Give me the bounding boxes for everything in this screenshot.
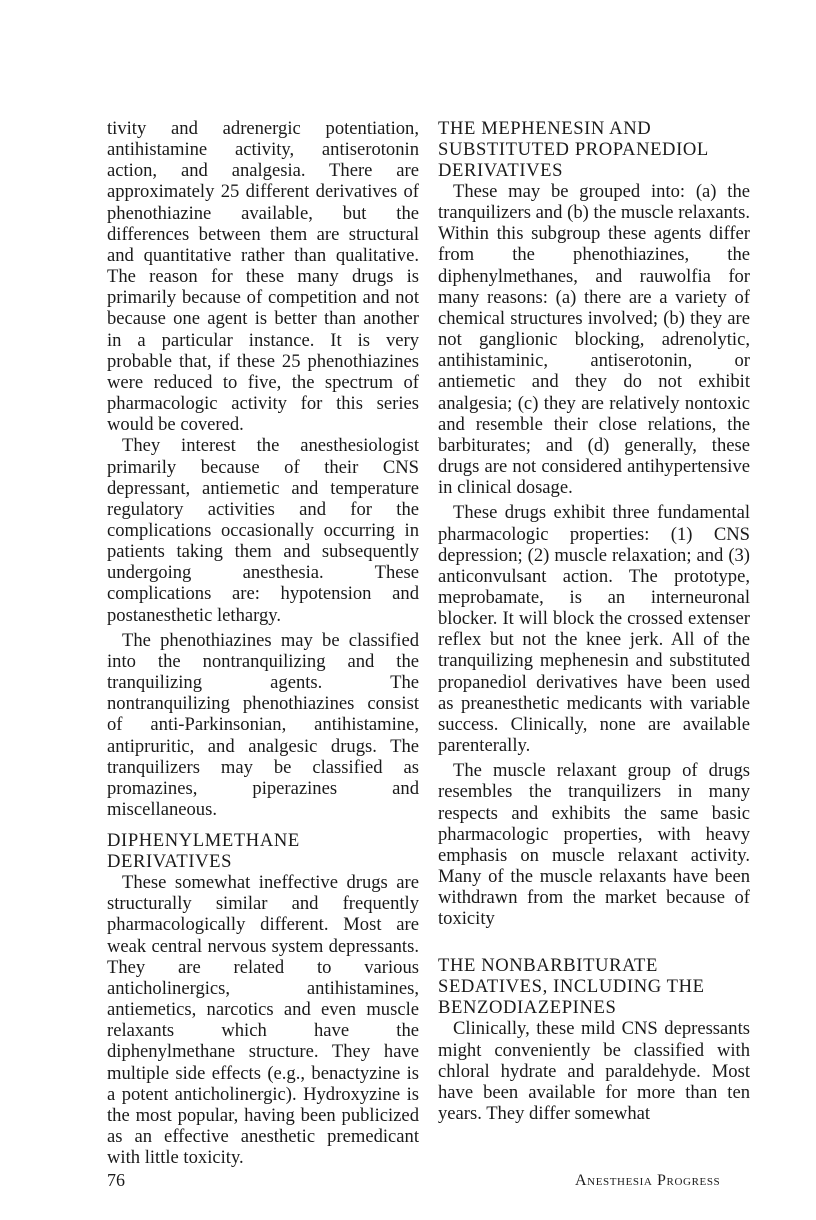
paragraph: Clinically, these mild CNS depressants might conveniently be classified with chloral hydrate and paraldehyde. Most have been available for more than ten years. They differ somewhat xyxy=(438,1018,750,1125)
left-column xyxy=(107,118,419,1168)
paragraph: These somewhat ineffective drugs are structurally similar and frequently pharmacologically different. Most are weak central nervous system depressants. They are related to various anticholinergics, antihistamines, antiemetics, narcotics and even muscle relaxants which have the diphenylmethane structure. They have multiple side effects (e.g., benactyzine is a potent anticholinergic). Hydroxyzine is the most popular, having been publicized as an effective anesthetic premedicant with little toxicity. xyxy=(107,872,419,1169)
section-heading-mephenesin: THE MEPHENESIN AND SUBSTITUTED PROPANEDIOL DERIVATIVES xyxy=(438,118,709,181)
journal-title: Anesthesia Progress xyxy=(575,1172,721,1189)
paragraph: The muscle relaxant group of drugs resembles the tranquilizers in many respects and exhibits the same basic pharmacologic properties, with heavy emphasis on muscle relaxant activity. Many of the muscle relaxants have been withdrawn from the market because of toxicity xyxy=(438,760,750,930)
paragraph: The phenothiazines may be classified into the nontranquilizing and the tranquilizing agents. The nontranquilizing phenothiazines consist of anti-Parkinsonian, antihistamine, antipruritic, and analgesic drugs. The tranquilizers may be classified as promazines, piperazines and miscellaneous. xyxy=(107,629,419,820)
section-heading-nonbarbiturate: THE NONBARBITURATE SEDATIVES, INCLUDING THE BENZODIAZEPINES xyxy=(438,955,705,1019)
paragraph: They interest the anesthesiologist primarily because of their CNS depressant, antiemetic and temperature regulatory activities and for the complications occasionally occurring in patients taking them and subsequently undergoing anesthesia. These complications are: hypotension and postanesthetic lethargy. xyxy=(107,435,419,626)
paragraph: These may be grouped into: (a) the tranquilizers and (b) the muscle relaxants. Within this subgroup these agents differ from the phenothiazines, the diphenylmethanes, and rauwolfia for many reasons: (a) there are a variety of chemical structures involved; (b) they are not ganglionic blocking, adrenolytic, antihistaminic, antiserotonin, or antiemetic and they do not exhibit analgesia; (c) they are relatively nontoxic and resemble their close relations, the barbiturates; and (d) generally, these drugs are not considered antihypertensive in clinical dosage. xyxy=(438,181,750,499)
paragraph: tivity and adrenergic potentiation, antihistamine activity, antiserotonin action, and analgesia. There are approximately 25 different derivatives of phenothiazine available, but the differences between them are structural and quantitative rather than qualitative. The reason for these many drugs is primarily because of competition and not because one agent is better than another in a particular instance. It is very probable that, if these 25 phenothiazines were reduced to five, the spectrum of pharmacologic activity for this series would be covered. xyxy=(107,118,419,436)
paragraph: These drugs exhibit three fundamental pharmacologic properties: (1) CNS depression; (2) muscle relaxation; and (3) anticonvulsant action. The prototype, meprobamate, is an interneuronal blocker. It will block the crossed extenser reflex but not the knee jerk. All of the tranquilizing mephenesin and substituted propanediol derivatives have been used as preanesthetic medicants with variable success. Clinically, none are available parenterally. xyxy=(438,502,750,757)
right-column xyxy=(438,118,750,1124)
section-heading-diphenylmethane: DIPHENYLMETHANE DERIVATIVES xyxy=(107,830,300,873)
page-number: 76 xyxy=(107,1170,125,1190)
